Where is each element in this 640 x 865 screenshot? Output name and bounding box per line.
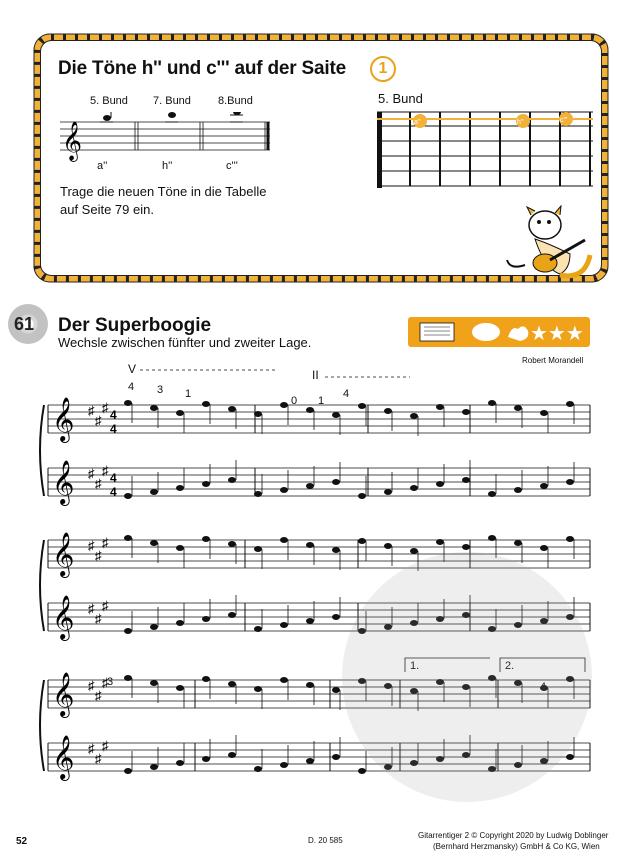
sharp-sign: ♯ bbox=[95, 611, 102, 626]
note-head bbox=[566, 479, 574, 485]
note-head bbox=[436, 404, 444, 410]
note-head bbox=[566, 401, 574, 407]
note-head bbox=[358, 768, 366, 774]
time-signature-top: 4 bbox=[110, 408, 117, 422]
copyright-line-2: (Bernhard Herzmansky) GmbH & Co KG, Wien bbox=[433, 842, 600, 851]
system-brace bbox=[40, 680, 44, 771]
note-head bbox=[150, 680, 158, 686]
note-head bbox=[150, 405, 158, 411]
note-head bbox=[254, 411, 262, 417]
fingering: 1 bbox=[185, 388, 192, 400]
note-head bbox=[280, 677, 288, 683]
volta-2: 2. bbox=[505, 660, 515, 672]
note-name-c: c''' bbox=[226, 160, 238, 172]
note-head bbox=[566, 536, 574, 542]
fret-dot-label-a: a'' bbox=[414, 119, 421, 126]
note-head bbox=[280, 622, 288, 628]
note-head bbox=[176, 545, 184, 551]
note-head bbox=[254, 546, 262, 552]
star-rating-icons: ★★★ bbox=[530, 323, 584, 345]
sharp-sign: ♯ bbox=[95, 476, 102, 491]
sharp-sign: ♯ bbox=[95, 413, 102, 428]
note-head bbox=[410, 413, 418, 419]
note-head bbox=[228, 477, 236, 483]
note-head bbox=[306, 618, 314, 624]
note-head bbox=[254, 766, 262, 772]
fingering: 1 bbox=[318, 395, 325, 407]
note-head bbox=[306, 483, 314, 489]
note-head bbox=[488, 491, 496, 497]
fret-dot-label-h: h'' bbox=[517, 119, 524, 126]
watermark-treble-clef bbox=[342, 552, 592, 802]
note-head bbox=[306, 682, 314, 688]
note-head bbox=[254, 686, 262, 692]
fingering: 4 bbox=[343, 388, 350, 400]
note-head bbox=[332, 614, 340, 620]
note-name-a: a'' bbox=[97, 160, 108, 172]
note-head bbox=[410, 485, 418, 491]
position-ii-label: II bbox=[312, 368, 319, 382]
note-head bbox=[358, 538, 366, 544]
note-head bbox=[280, 487, 288, 493]
sharp-sign: ♯ bbox=[88, 538, 95, 553]
sharp-sign: ♯ bbox=[102, 675, 109, 690]
note-head bbox=[514, 540, 522, 546]
note-head bbox=[514, 405, 522, 411]
note-head bbox=[176, 410, 184, 416]
sharp-sign: ♯ bbox=[102, 535, 109, 550]
note-head bbox=[280, 762, 288, 768]
sharp-sign: ♯ bbox=[95, 688, 102, 703]
note-head bbox=[254, 491, 262, 497]
sharp-sign: ♯ bbox=[88, 403, 95, 418]
note-head bbox=[306, 542, 314, 548]
volta-1: 1. bbox=[410, 660, 420, 672]
note-head bbox=[332, 412, 340, 418]
note-head bbox=[566, 754, 574, 760]
note-head bbox=[176, 620, 184, 626]
note-head bbox=[280, 402, 288, 408]
treble-clef: 𝄞 bbox=[52, 397, 75, 441]
note-head bbox=[176, 485, 184, 491]
note-head bbox=[540, 545, 548, 551]
note-head bbox=[150, 489, 158, 495]
note-head bbox=[202, 756, 210, 762]
fret-label-5: 5. Bund bbox=[90, 95, 128, 107]
track-number: 61 bbox=[14, 314, 35, 334]
sharp-sign: ♯ bbox=[95, 548, 102, 563]
note-head bbox=[410, 548, 418, 554]
note-head bbox=[150, 764, 158, 770]
note-head bbox=[202, 536, 210, 542]
note-head bbox=[124, 493, 132, 499]
treble-clef: 𝄞 bbox=[52, 672, 75, 716]
note-head bbox=[228, 752, 236, 758]
sharp-sign: ♯ bbox=[88, 741, 95, 756]
note-head bbox=[124, 400, 132, 406]
note-head bbox=[228, 612, 236, 618]
fretboard-label: 5. Bund bbox=[378, 91, 423, 106]
fingering: 0 bbox=[291, 395, 298, 407]
note-head bbox=[332, 547, 340, 553]
note-head bbox=[202, 401, 210, 407]
fingering: 3 bbox=[107, 676, 114, 688]
note-head bbox=[332, 687, 340, 693]
note-head bbox=[332, 479, 340, 485]
note-head bbox=[358, 403, 366, 409]
note-head bbox=[228, 406, 236, 412]
box-title: Die Töne h'' und c''' auf der Saite bbox=[58, 58, 346, 79]
svg-text:𝄞: 𝄞 bbox=[62, 121, 83, 161]
note-head bbox=[124, 628, 132, 634]
sharp-sign: ♯ bbox=[88, 601, 95, 616]
fret-dot-label-c: c''' bbox=[560, 117, 568, 124]
fret-label-8: 8.Bund bbox=[218, 95, 253, 107]
note-head bbox=[124, 535, 132, 541]
note-head bbox=[306, 758, 314, 764]
fingering: 4 bbox=[128, 381, 135, 393]
time-signature-bottom: 4 bbox=[110, 485, 117, 499]
treble-clef: 𝄞 bbox=[52, 532, 75, 576]
note-head bbox=[124, 768, 132, 774]
fingering: 3 bbox=[157, 384, 164, 396]
note-head bbox=[124, 675, 132, 681]
sharp-sign: ♯ bbox=[88, 466, 95, 481]
note-head bbox=[332, 754, 340, 760]
note-head bbox=[254, 626, 262, 632]
note-head bbox=[384, 489, 392, 495]
position-v-label: V bbox=[128, 362, 137, 376]
note-head bbox=[462, 544, 470, 550]
sharp-sign: ♯ bbox=[88, 678, 95, 693]
sharp-sign: ♯ bbox=[95, 751, 102, 766]
time-signature-bottom: 4 bbox=[110, 422, 117, 436]
instruction-line-1: Trage die neuen Töne in die Tabelle bbox=[60, 184, 267, 199]
note-head bbox=[228, 541, 236, 547]
note-head bbox=[358, 493, 366, 499]
fret-label-7: 7. Bund bbox=[153, 95, 191, 107]
note-head bbox=[228, 681, 236, 687]
time-signature-top: 4 bbox=[110, 471, 117, 485]
system-brace bbox=[40, 405, 44, 496]
step-number-circle: 1 bbox=[370, 56, 396, 82]
note-head bbox=[176, 760, 184, 766]
note-head bbox=[306, 407, 314, 413]
note-head bbox=[540, 483, 548, 489]
edition-code: D. 20 585 bbox=[308, 836, 343, 845]
sharp-sign: ♯ bbox=[102, 463, 109, 478]
note-head bbox=[462, 409, 470, 415]
note-name-h: h'' bbox=[162, 160, 173, 172]
note-head bbox=[488, 535, 496, 541]
treble-clef: 𝄞 bbox=[52, 460, 75, 504]
instruction-line-2: auf Seite 79 ein. bbox=[60, 202, 154, 217]
note-head bbox=[436, 481, 444, 487]
sharp-sign: ♯ bbox=[102, 400, 109, 415]
note-head bbox=[150, 624, 158, 630]
note-head bbox=[202, 481, 210, 487]
note-head bbox=[150, 540, 158, 546]
note-head bbox=[280, 537, 288, 543]
note-head bbox=[488, 400, 496, 406]
note-head bbox=[514, 487, 522, 493]
note-head bbox=[202, 676, 210, 682]
note-head bbox=[384, 543, 392, 549]
note-head bbox=[176, 685, 184, 691]
treble-clef: 𝄞 bbox=[52, 735, 75, 779]
note-head bbox=[384, 408, 392, 414]
note-head bbox=[436, 539, 444, 545]
note-head bbox=[462, 477, 470, 483]
song-subtitle: Wechsle zwischen fünfter und zweiter Lage. bbox=[58, 335, 312, 350]
note-head bbox=[540, 410, 548, 416]
sharp-sign: ♯ bbox=[102, 598, 109, 613]
note-head bbox=[202, 616, 210, 622]
system-brace bbox=[40, 540, 44, 631]
sharp-sign: ♯ bbox=[102, 738, 109, 753]
page-number: 52 bbox=[16, 836, 28, 847]
composer-name: Robert Morandell bbox=[522, 356, 584, 365]
treble-clef: 𝄞 bbox=[52, 595, 75, 639]
song-title: Der Superboogie bbox=[58, 315, 212, 336]
copyright-line-1: Gitarrentiger 2 © Copyright 2020 by Ludwig Doblinger bbox=[418, 831, 609, 840]
